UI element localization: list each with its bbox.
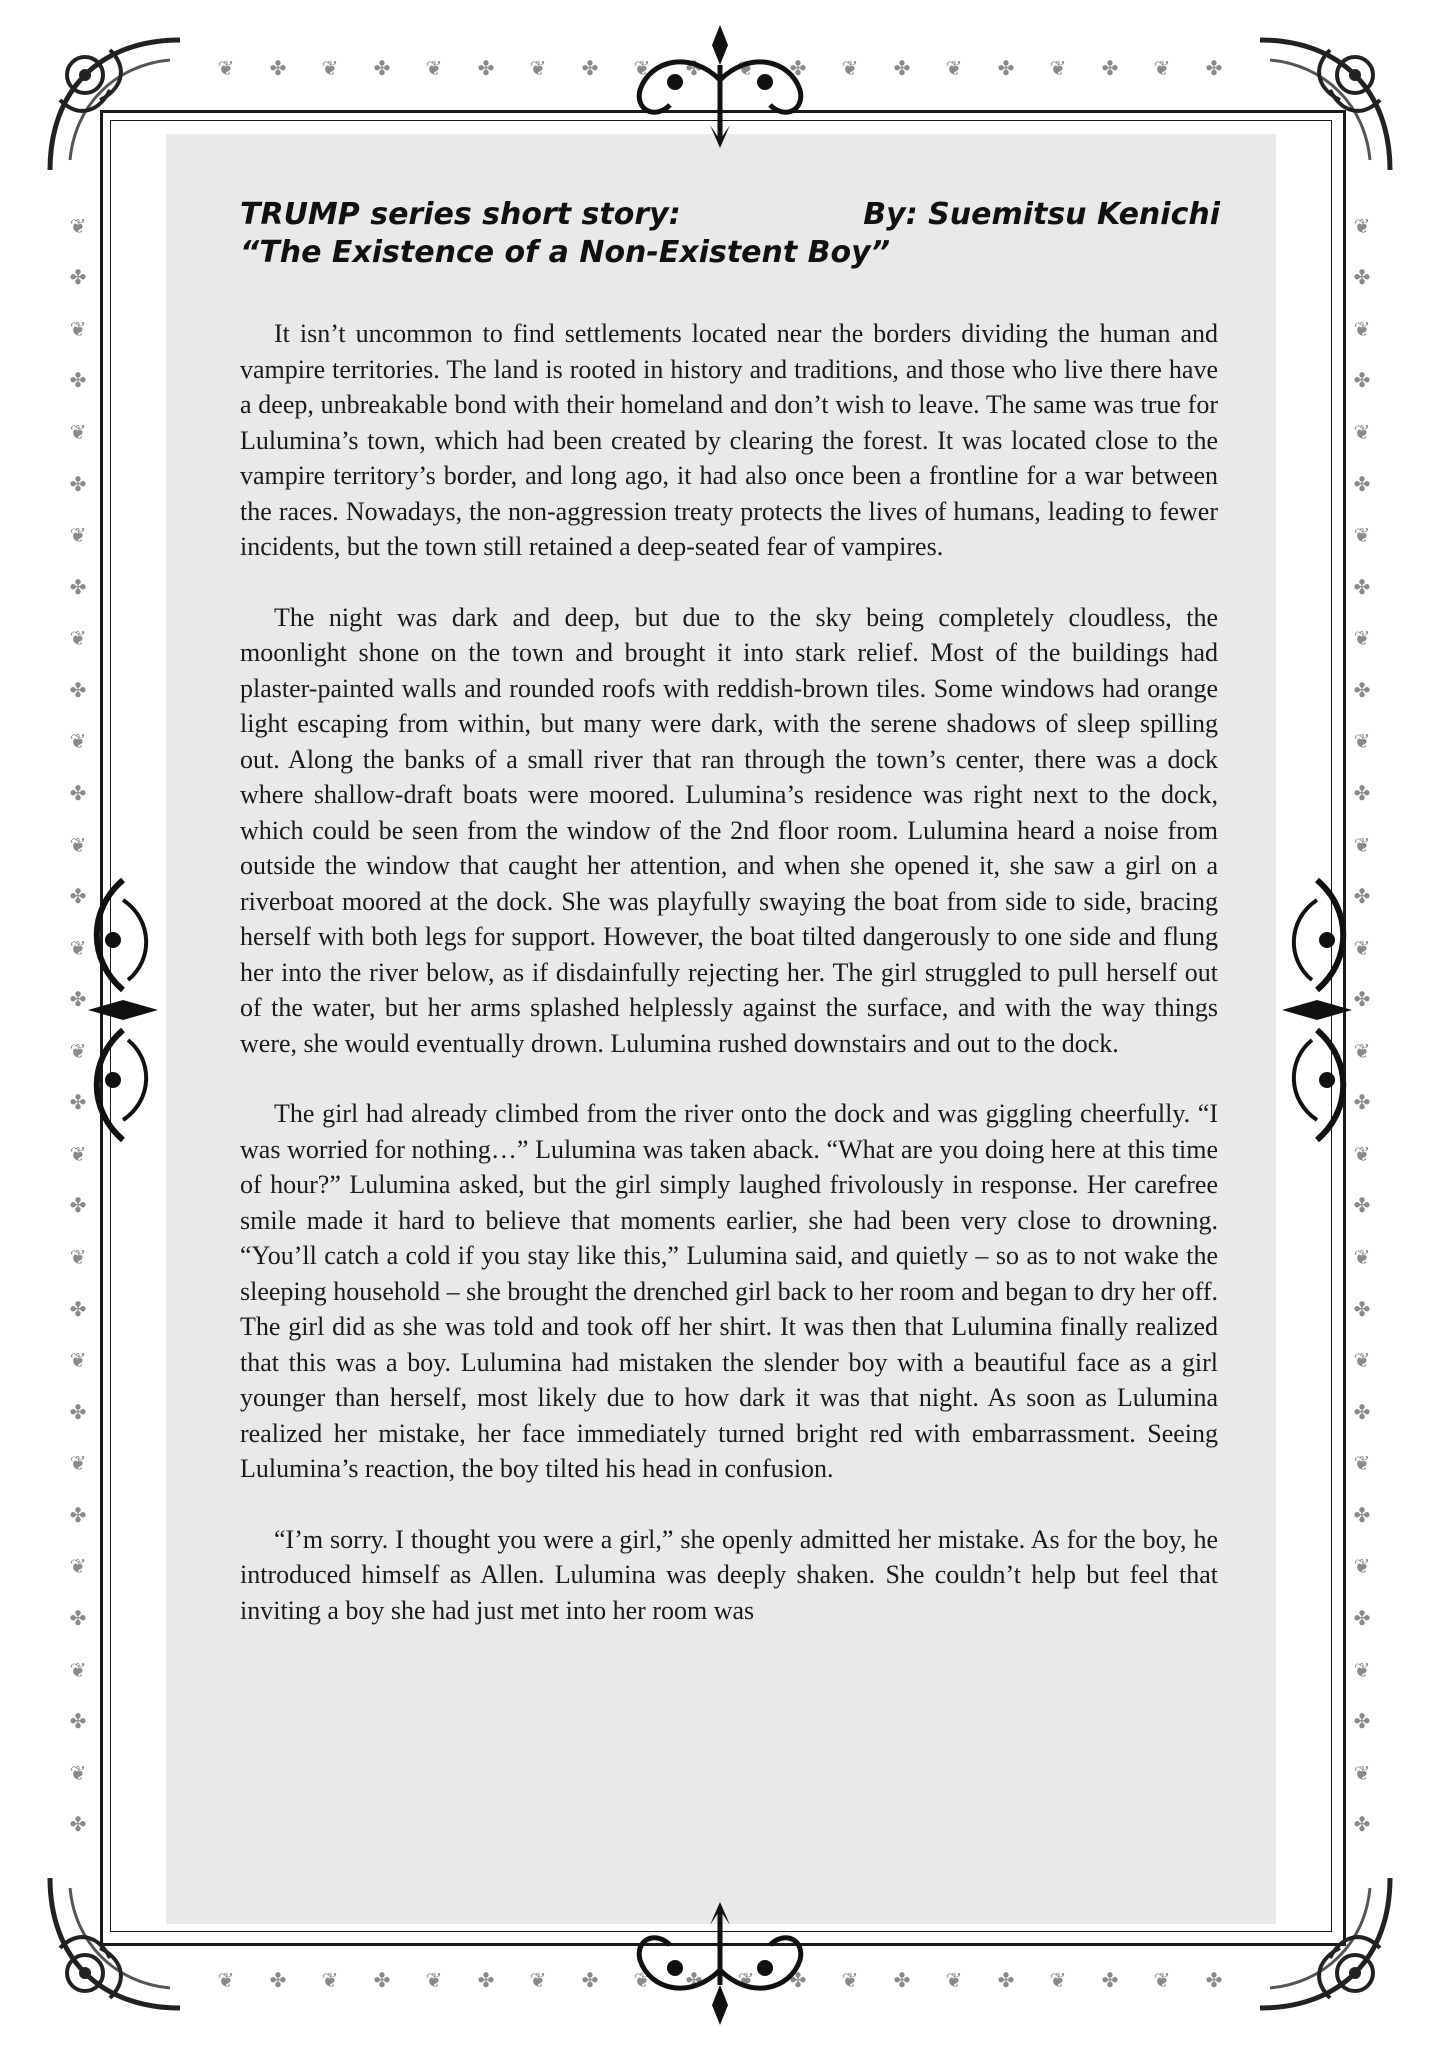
scroll-ornament-icon: ✤ — [1353, 1296, 1371, 1321]
scroll-ornament-icon: ❦ — [217, 1968, 235, 1992]
scroll-ornament-icon: ✤ — [1353, 265, 1371, 290]
scroll-ornament-icon: ❦ — [69, 935, 87, 960]
scroll-ornament-icon: ❦ — [69, 523, 87, 548]
scroll-ornament-icon: ❦ — [1353, 1245, 1371, 1270]
story-paragraph: The girl had already climbed from the river onto the dock and was giggling cheerfully. “I was worried for nothing…” Lulumina was taken aback. “What are you doing here at this time of hour?” Lulumina asked, but the girl simply laughed frivolously in response. Her carefree smile made it hard to believe that moments earlier, she had been very close to drowning. “You’ll catch a cold if you stay like this,” Lulumina said, and quietly – so as to not wake the sleeping household – she brought the drenched girl back to her room and began to dry her off. The girl did as she was told and took off her shirt. It was then that Lulumina finally realized that this was a boy. Lulumina had mistaken the slender boy with a beautiful face as a girl younger than herself, most likely due to how dark it was that night. As soon as Lulumina realized her mistake, her face immediately turned bright red with embarrassment. Seeing Lulumina’s reaction, the boy tilted his head in confusion. — [240, 1099, 1218, 1483]
left-center-flourish-icon — [78, 860, 168, 1160]
story-paragraph: It isn’t uncommon to find settlements located near the borders dividing the human and vampire territories. The land is rooted in history and traditions, and those who live there have a deep, unbreakable bond with their homeland and don’t wish to leave. The same was true for Lulumina’s town, which had been created by clearing the forest. It was located close to the vampire territory’s border, and long ago, it had also once been a frontline for a war between the races. Nowadays, the non-aggression treaty protects the lives of humans, leading to fewer incidents, but the town still retained a deep-seated fear of vampires. — [240, 319, 1218, 561]
scroll-ornament-icon: ✤ — [685, 1968, 703, 1992]
scroll-ornament-icon: ❦ — [1353, 316, 1371, 341]
scroll-ornament-icon: ❦ — [737, 56, 755, 80]
scroll-ornament-icon: ✤ — [1353, 1502, 1371, 1527]
scroll-ornament-icon: ❦ — [69, 729, 87, 754]
scroll-ornament-icon: ✤ — [269, 1968, 287, 1992]
scroll-ornament-icon: ✤ — [1101, 1968, 1119, 1992]
scroll-ornament-icon: ❦ — [1049, 56, 1067, 80]
scroll-ornament-icon: ✤ — [789, 56, 807, 80]
scroll-ornament-icon: ✤ — [685, 56, 703, 80]
scroll-ornament-icon: ❦ — [69, 1141, 87, 1166]
scroll-ornament-icon: ❦ — [69, 316, 87, 341]
scroll-ornament-icon: ❦ — [529, 56, 547, 80]
scroll-ornament-icon: ✤ — [69, 780, 87, 805]
scroll-ornament-icon: ✤ — [1353, 1193, 1371, 1218]
scroll-ornament-icon: ❦ — [69, 1245, 87, 1270]
scroll-ornament-icon: ✤ — [581, 1968, 599, 1992]
scroll-ornament-icon: ✤ — [69, 471, 87, 496]
scroll-ornament-icon: ✤ — [1353, 884, 1371, 909]
scroll-ornament-icon: ✤ — [69, 677, 87, 702]
scroll-ornament-icon: ❦ — [945, 1968, 963, 1992]
scroll-ornament-icon: ✤ — [373, 56, 391, 80]
scroll-ornament-icon: ✤ — [1353, 1709, 1371, 1734]
scroll-ornament-icon: ❦ — [633, 56, 651, 80]
scroll-ornament-icon: ❦ — [69, 1038, 87, 1063]
top-right-corner-flourish-icon — [1250, 30, 1400, 180]
scroll-ornament-icon: ✤ — [1101, 56, 1119, 80]
scroll-ornament-icon: ❦ — [1353, 213, 1371, 238]
scroll-ornament-icon: ❦ — [69, 832, 87, 857]
bottom-center-flourish-icon — [620, 1900, 820, 2030]
scroll-ornament-icon: ❦ — [841, 56, 859, 80]
scroll-ornament-icon: ❦ — [1353, 832, 1371, 857]
scroll-ornament-icon: ❦ — [1353, 1141, 1371, 1166]
scroll-ornament-icon: ❦ — [841, 1968, 859, 1992]
scroll-ornament-icon: ❦ — [69, 1451, 87, 1476]
bottom-right-corner-flourish-icon — [1250, 1868, 1400, 2018]
scroll-ornament-icon: ❦ — [529, 1968, 547, 1992]
top-center-flourish-icon — [620, 20, 820, 150]
story-title: “The Existence of a Non-Existent Boy” — [240, 235, 891, 270]
scroll-ornament-icon: ❦ — [1049, 1968, 1067, 1992]
scroll-ornament-icon: ✤ — [1205, 1968, 1223, 1992]
scroll-ornament-icon: ❦ — [69, 1657, 87, 1682]
scroll-ornament-icon: ✤ — [893, 1968, 911, 1992]
scroll-ornament-icon: ✤ — [69, 884, 87, 909]
scroll-ornament-icon: ✤ — [1353, 780, 1371, 805]
scroll-ornament-icon: ❦ — [1153, 56, 1171, 80]
scroll-ornament-icon: ❦ — [1353, 626, 1371, 651]
scroll-ornament-icon: ✤ — [1353, 1399, 1371, 1424]
scroll-ornament-icon: ❦ — [69, 1348, 87, 1373]
scroll-ornament-icon: ✤ — [1353, 471, 1371, 496]
story-body — [240, 316, 1218, 1663]
scroll-ornament-icon: ❦ — [1353, 1348, 1371, 1373]
scroll-ornament-icon: ❦ — [1353, 1760, 1371, 1785]
scroll-ornament-icon: ✤ — [997, 1968, 1015, 1992]
scroll-ornament-icon: ❦ — [69, 1760, 87, 1785]
scroll-ornament-icon: ❦ — [425, 1968, 443, 1992]
scroll-ornament-icon: ✤ — [1205, 56, 1223, 80]
story-paragraph: “I’m sorry. I thought you were a girl,” she openly admitted her mistake. As for the boy, he introduced himself as Allen. Lulumina was deeply shaken. She couldn’t help but feel that inviting a boy she had just met into her room was — [240, 1524, 1218, 1625]
scroll-ornament-icon: ✤ — [69, 1709, 87, 1734]
scroll-ornament-icon: ✤ — [1353, 1812, 1371, 1837]
scroll-ornament-icon: ❦ — [1353, 1038, 1371, 1063]
scroll-ornament-icon: ✤ — [69, 1193, 87, 1218]
bottom-left-corner-flourish-icon — [40, 1868, 190, 2018]
scroll-ornament-icon: ✤ — [997, 56, 1015, 80]
scroll-ornament-icon: ❦ — [1353, 1554, 1371, 1579]
scroll-ornament-icon: ❦ — [321, 56, 339, 80]
scroll-ornament-icon: ❦ — [69, 213, 87, 238]
scroll-ornament-icon: ❦ — [1353, 523, 1371, 548]
scroll-ornament-icon: ❦ — [1153, 1968, 1171, 1992]
scroll-ornament-icon: ❦ — [1353, 935, 1371, 960]
scroll-ornament-icon: ✤ — [69, 1605, 87, 1630]
scroll-ornament-icon: ✤ — [69, 1399, 87, 1424]
scroll-ornament-icon: ❦ — [633, 1968, 651, 1992]
scroll-ornament-icon: ✤ — [1353, 1090, 1371, 1115]
scroll-ornament-icon: ✤ — [1353, 574, 1371, 599]
scroll-ornament-icon: ❦ — [321, 1968, 339, 1992]
top-left-corner-flourish-icon — [40, 30, 190, 180]
series-label: TRUMP series short story: — [240, 197, 681, 232]
scroll-ornament-icon: ❦ — [69, 1554, 87, 1579]
scroll-ornament-icon: ✤ — [69, 265, 87, 290]
author-byline: By: Suemitsu Kenichi — [863, 197, 1220, 232]
right-center-flourish-icon — [1272, 860, 1362, 1160]
scroll-ornament-icon: ❦ — [945, 56, 963, 80]
scroll-ornament-icon: ✤ — [69, 987, 87, 1012]
scroll-ornament-icon: ❦ — [425, 56, 443, 80]
scroll-ornament-icon: ❦ — [737, 1968, 755, 1992]
scroll-ornament-icon: ❦ — [217, 56, 235, 80]
scroll-ornament-icon: ✤ — [1353, 677, 1371, 702]
scroll-ornament-icon: ❦ — [1353, 420, 1371, 445]
scroll-ornament-icon: ✤ — [373, 1968, 391, 1992]
scroll-ornament-icon: ✤ — [69, 1502, 87, 1527]
scroll-ornament-icon: ✤ — [893, 56, 911, 80]
scroll-ornament-icon: ✤ — [69, 1296, 87, 1321]
scroll-ornament-icon: ✤ — [477, 56, 495, 80]
scroll-ornament-icon: ✤ — [789, 1968, 807, 1992]
scroll-ornament-icon: ✤ — [69, 1090, 87, 1115]
scroll-ornament-icon: ❦ — [1353, 1657, 1371, 1682]
scroll-ornament-icon: ❦ — [1353, 1451, 1371, 1476]
scroll-ornament-icon: ❦ — [69, 420, 87, 445]
scroll-ornament-icon: ✤ — [69, 1812, 87, 1837]
scroll-ornament-icon: ✤ — [581, 56, 599, 80]
scroll-ornament-icon: ❦ — [69, 626, 87, 651]
scroll-ornament-icon: ✤ — [1353, 987, 1371, 1012]
scroll-ornament-icon: ✤ — [1353, 1605, 1371, 1630]
scroll-ornament-icon: ❦ — [1353, 729, 1371, 754]
scroll-ornament-icon: ✤ — [1353, 368, 1371, 393]
scroll-ornament-icon: ✤ — [269, 56, 287, 80]
scroll-ornament-icon: ✤ — [69, 574, 87, 599]
story-paragraph: The night was dark and deep, but due to the sky being completely cloudless, the moonlight shone on the town and brought it into stark relief. Most of the buildings had plaster-painted walls and rounded roofs with reddish-brown tiles. Some windows had orange light escaping from within, but many were dark, with the serene shadows of sleep spilling out. Along the banks of a small river that ran through the town’s center, there was a dock where shallow-draft boats were moored. Lulumina’s residence was right next to the dock, which could be seen from the window of the 2nd floor room. Lulumina heard a noise from outside the window that caught her attention, and when she opened it, she saw a girl on a riverboat moored at the dock. She was playfully swaying the boat from side to side, bracing herself with both legs for support. However, the boat tilted dangerously to one side and flung her into the river below, as if disdainfully rejecting her. The girl struggled to pull herself out of the water, but her arms splashed helplessly against the surface, and with the way things were, she would eventually drown. Lulumina rushed downstairs and out to the dock. — [240, 602, 1218, 1058]
scroll-ornament-icon: ✤ — [69, 368, 87, 393]
scroll-ornament-icon: ✤ — [477, 1968, 495, 1992]
